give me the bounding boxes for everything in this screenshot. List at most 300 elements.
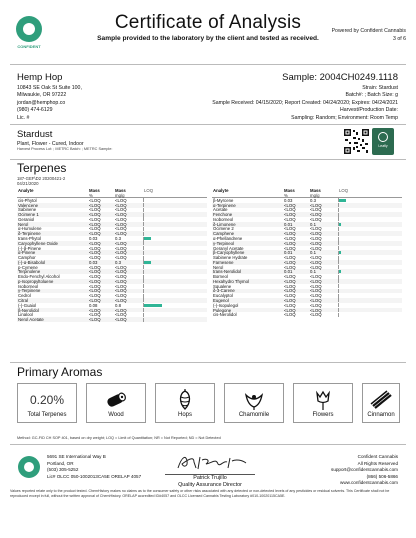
- aroma-box-wood: [86, 383, 146, 423]
- mass-percent: <LOQ: [89, 312, 101, 318]
- signer-block: [140, 475, 280, 489]
- mass-percent: <LOQ: [284, 288, 296, 294]
- mass-percent: <LOQ: [89, 293, 101, 299]
- chamomile-icon: [225, 388, 283, 412]
- mass-mg-per-g: <LOQ: [115, 212, 127, 218]
- mass-mg-per-g: <LOQ: [310, 226, 322, 232]
- level-bar-track: [143, 222, 207, 226]
- analyte-name: α-Terpinene: [213, 202, 236, 208]
- terpenes-table-left: [17, 188, 207, 322]
- analyte-name: Nerol Acetate: [18, 317, 44, 323]
- analyte-name: γ-Terpineol: [213, 240, 235, 246]
- level-bar-track: [143, 270, 207, 274]
- mass-percent: <LOQ: [284, 212, 296, 218]
- unit-label: mg/g: [115, 192, 125, 198]
- unit-label: mg/g: [310, 192, 320, 198]
- mass-mg-per-g: <LOQ: [310, 245, 322, 251]
- support-phone: (866) 506-5866: [366, 473, 398, 479]
- mass-percent: <LOQ: [284, 274, 296, 280]
- mass-mg-per-g: <LOQ: [115, 297, 127, 303]
- mass-percent: <LOQ: [89, 226, 101, 232]
- level-bar-track: [338, 294, 402, 298]
- divider: [10, 159, 406, 160]
- level-bar-track: [143, 251, 207, 255]
- mass-mg-per-g: <LOQ: [115, 226, 127, 232]
- mass-mg-per-g: <LOQ: [310, 288, 322, 294]
- hops-icon: [156, 388, 214, 412]
- analyte-name: β-Caryophyllene: [213, 250, 245, 256]
- mass-mg-per-g: <LOQ: [115, 307, 127, 313]
- mass-percent: <LOQ: [284, 259, 296, 265]
- level-bar-track: [338, 289, 402, 293]
- powered-by[interactable]: Powered by Confident Cannabis: [331, 28, 406, 34]
- mass-mg-per-g: <LOQ: [310, 236, 322, 242]
- mass-mg-per-g: <LOQ: [310, 231, 322, 237]
- level-bar-track: [143, 289, 207, 293]
- analyte-name: trans-Nerolidol: [213, 269, 241, 275]
- mass-mg-per-g: <LOQ: [115, 278, 127, 284]
- analyte-name: β-Myrcene: [213, 197, 234, 203]
- mass-percent: <LOQ: [284, 312, 296, 318]
- page-title: Certificate of Analysis: [114, 12, 302, 33]
- level-bar-track: [338, 232, 402, 236]
- mass-percent: <LOQ: [284, 264, 296, 270]
- mass-percent: <LOQ: [284, 207, 296, 213]
- rights-line: Confident Cannabis: [357, 454, 398, 459]
- mass-mg-per-g: <LOQ: [310, 259, 322, 265]
- mass-mg-per-g: <LOQ: [115, 293, 127, 299]
- mass-mg-per-g: <LOQ: [115, 221, 127, 227]
- mass-percent: <LOQ: [89, 278, 101, 284]
- signer-title: Quality Assurance Director: [178, 482, 242, 488]
- mass-mg-per-g: <LOQ: [310, 293, 322, 299]
- analyte-name: Acetate: [213, 207, 228, 213]
- analyte-name: p-Isopropyltoluene: [18, 278, 54, 284]
- table-row: [212, 312, 402, 317]
- analyte-name: Squalene: [213, 283, 232, 289]
- mass-percent: <LOQ: [89, 297, 101, 303]
- mass-mg-per-g: <LOQ: [115, 245, 127, 251]
- analyte-name: Isoborneol: [18, 283, 39, 289]
- analyte-name: p-Cymene: [18, 264, 38, 270]
- analyte-name: Isoborneol: [213, 216, 234, 222]
- sample-line: Harvest/Production Date:: [340, 107, 398, 114]
- level-bar: [144, 304, 162, 307]
- mass-percent: 0.01: [284, 221, 293, 227]
- analyte-name: Endo-Fenchyl Alcohol: [18, 274, 60, 280]
- mass-percent: <LOQ: [89, 231, 101, 237]
- sample-line: Sample Received: 04/15/2020; Report Created: 04/24/2020; Expires: 04/24/2021: [212, 99, 398, 106]
- table-body: [212, 198, 402, 317]
- disclaimer: Values reported relate only to the product tested. ChemHistory makes no claims as to the consumer safety or other risks associated with any detected or non-detected levels of any pesticides or residual solvents. This Certificate shall not be reproduced except in full, without the written approval of ChemHistory. ORELAP accredited ID#4057 and OLCC Licensed Cannabis Testing Laboratory #010-10020115CA5E.: [10, 489, 390, 498]
- level-bar-track: [338, 308, 402, 312]
- analyte-name: δ-Terpinene: [18, 231, 41, 237]
- mass-mg-per-g: <LOQ: [115, 202, 127, 208]
- sample-id: Sample: 2004CH0249.1118: [282, 72, 398, 83]
- mass-mg-per-g: 0.1: [310, 221, 316, 227]
- level-bar-track: [338, 298, 402, 302]
- mass-mg-per-g: <LOQ: [115, 269, 127, 275]
- total-terpenes-value: [18, 388, 76, 412]
- mass-percent: <LOQ: [284, 236, 296, 242]
- client-info: [17, 85, 82, 122]
- level-bar-track: [338, 265, 402, 269]
- aroma-box-flowers: [293, 383, 353, 423]
- column-header: LOQ: [339, 188, 349, 193]
- level-bar: [339, 251, 341, 254]
- level-bar-track: [143, 246, 207, 250]
- mass-mg-per-g: 0.3: [310, 197, 316, 203]
- level-bar-track: [338, 251, 402, 255]
- mass-mg-per-g: <LOQ: [310, 302, 322, 308]
- terpenes-batch-id: 187-GEF\D2 20200421-2: [17, 176, 66, 181]
- aroma-label: Flowers: [312, 412, 334, 418]
- level-bar-track: [338, 256, 402, 260]
- mass-mg-per-g: <LOQ: [115, 264, 127, 270]
- client-line: Milwaukie, OR 97222: [17, 92, 67, 99]
- mass-mg-per-g: <LOQ: [115, 216, 127, 222]
- analyte-name: γ-Terpinene: [18, 288, 41, 294]
- aroma-label: Chamomile: [238, 412, 270, 418]
- level-bar-track: [143, 279, 207, 283]
- mass-mg-per-g: <LOQ: [310, 255, 322, 261]
- analyte-name: Ocimene 2: [213, 226, 234, 232]
- analyte-name: Sabinene: [18, 207, 37, 213]
- level-bar-track: [338, 213, 402, 217]
- column-header: Mass: [89, 188, 100, 193]
- page-number: 3 of 6: [393, 36, 406, 42]
- mass-mg-per-g: 0.3: [115, 236, 121, 242]
- column-header: Mass: [310, 188, 321, 193]
- lab-address: [47, 454, 141, 480]
- mass-percent: <LOQ: [284, 297, 296, 303]
- mass-mg-per-g: <LOQ: [115, 207, 127, 213]
- divider: [10, 124, 406, 125]
- analyte-name: (-)-Guaiol: [18, 302, 37, 308]
- level-bar-track: [338, 222, 402, 226]
- level-bar-track: [338, 241, 402, 245]
- mass-percent: <LOQ: [284, 278, 296, 284]
- analyte-name: (-)-β-Pinene: [18, 245, 42, 251]
- mass-percent: <LOQ: [89, 264, 101, 270]
- mass-mg-per-g: <LOQ: [310, 297, 322, 303]
- level-bar-track: [338, 279, 402, 283]
- column-header: Mass: [284, 188, 295, 193]
- mass-mg-per-g: <LOQ: [115, 197, 127, 203]
- level-bar-track: [143, 298, 207, 302]
- mass-mg-per-g: <LOQ: [310, 212, 322, 218]
- level-bar-track: [143, 294, 207, 298]
- level-bar-track: [143, 241, 207, 245]
- mass-percent: 0.01: [284, 250, 293, 256]
- analyte-name: Valencene: [18, 202, 38, 208]
- lab-footer-logo-icon: [18, 456, 40, 478]
- level-bar-track: [143, 208, 207, 212]
- client-license: Lic. #: [17, 114, 30, 121]
- aroma-label: Hops: [177, 412, 192, 418]
- level-bar-track: [143, 265, 207, 269]
- mass-percent: 0.03: [284, 197, 293, 203]
- level-bar: [144, 261, 151, 264]
- level-bar-track: [143, 284, 207, 288]
- level-bar-track: [338, 198, 402, 202]
- table-row: [17, 317, 207, 322]
- level-bar-track: [143, 217, 207, 221]
- level-bar-track: [143, 203, 207, 207]
- website-link[interactable]: www.confidentcannabis.com: [340, 480, 398, 486]
- qr-code-icon[interactable]: [343, 128, 370, 155]
- sample-info: [212, 85, 398, 122]
- total-terpenes-label: Total Terpenes: [27, 412, 67, 418]
- level-bar-track: [338, 313, 402, 317]
- mass-mg-per-g: <LOQ: [115, 283, 127, 289]
- section-title: Terpenes: [17, 161, 67, 175]
- mass-percent: <LOQ: [284, 216, 296, 222]
- leafly-icon: [378, 132, 388, 142]
- mass-mg-per-g: <LOQ: [310, 264, 322, 270]
- analyte-name: trans-Phytol: [18, 236, 41, 242]
- mass-mg-per-g: <LOQ: [310, 278, 322, 284]
- analyte-name: Sabinene Hydrate: [213, 255, 248, 261]
- analyte-name: Nerol: [213, 264, 224, 270]
- level-bar: [144, 237, 151, 240]
- level-bar-track: [143, 308, 207, 312]
- table-body: [17, 198, 207, 322]
- level-bar-track: [338, 275, 402, 279]
- level-bar-track: [338, 237, 402, 241]
- mass-percent: <LOQ: [89, 250, 101, 256]
- level-bar-track: [338, 303, 402, 307]
- rights-line: All Rights Reserved: [357, 460, 398, 466]
- mass-percent: <LOQ: [89, 255, 101, 261]
- page-subtitle: Sample provided to the laboratory by the client and tested as received.: [97, 35, 319, 42]
- mass-mg-per-g: <LOQ: [115, 288, 127, 294]
- mass-mg-per-g: <LOQ: [115, 231, 127, 237]
- mass-percent: <LOQ: [284, 240, 296, 246]
- mass-percent: <LOQ: [284, 245, 296, 251]
- lab-line: 5691 SE International Way B: [47, 454, 106, 459]
- analyte-name: cis-Nerolidol: [213, 312, 237, 318]
- leafly-badge-label: Leafly: [378, 144, 388, 148]
- level-bar-track: [338, 203, 402, 207]
- mass-percent: <LOQ: [89, 283, 101, 289]
- mass-percent: <LOQ: [89, 288, 101, 294]
- support-email[interactable]: support@confidentcannabis.com: [331, 467, 398, 473]
- analyte-name: Caryophyllene Oxide: [18, 240, 58, 246]
- analyte-name: Ocimene 1: [18, 212, 39, 218]
- client-name: Hemp Hop: [17, 72, 63, 83]
- analyte-name: α-Phellandrene: [213, 236, 243, 242]
- mass-mg-per-g: <LOQ: [310, 207, 322, 213]
- mass-mg-per-g: <LOQ: [310, 312, 322, 318]
- aroma-box-hops: [155, 383, 215, 423]
- level-bar-track: [143, 213, 207, 217]
- analyte-name: Borneol: [213, 274, 228, 280]
- terpenes-date: 04/21/2020: [17, 181, 39, 186]
- column-header: LOQ: [144, 188, 154, 193]
- aroma-label: Cinnamon: [367, 412, 395, 418]
- analyte-name: Nerol: [18, 221, 29, 227]
- analyte-name: α-Pinene: [18, 250, 36, 256]
- mass-mg-per-g: 0.1: [310, 250, 316, 256]
- analyte-name: Cedrol: [18, 293, 31, 299]
- mass-mg-per-g: <LOQ: [115, 274, 127, 280]
- section-title: Primary Aromas: [17, 365, 103, 379]
- mass-mg-per-g: <LOQ: [310, 216, 322, 222]
- mass-mg-per-g: 0.8: [115, 302, 121, 308]
- mass-percent: <LOQ: [284, 202, 296, 208]
- sample-line: Sampling: Random; Environment: Room Temp: [291, 114, 398, 121]
- analyte-name: Fenchone: [213, 212, 233, 218]
- level-bar-track: [338, 260, 402, 264]
- analyte-name: Hexahydro Thymol: [213, 278, 249, 284]
- mass-mg-per-g: <LOQ: [310, 202, 322, 208]
- level-bar-track: [143, 260, 207, 264]
- mass-mg-per-g: <LOQ: [115, 250, 127, 256]
- level-bar-track: [338, 246, 402, 250]
- level-bar-track: [338, 227, 402, 231]
- mass-percent: <LOQ: [284, 302, 296, 308]
- lab-line: Portland, OR: [47, 460, 74, 466]
- sample-line: Strain: Stardust: [362, 85, 398, 91]
- divider: [10, 444, 406, 445]
- analyte-name: (-)-α-Bisabolol: [18, 259, 46, 265]
- level-bar-track: [143, 232, 207, 236]
- aroma-box-chamomile: [224, 383, 284, 423]
- unit-label: %: [284, 192, 288, 198]
- level-bar: [339, 223, 341, 226]
- client-phone: (980) 474-6129: [17, 107, 53, 114]
- cinnamon-icon: [363, 388, 399, 412]
- mass-percent: <LOQ: [89, 216, 101, 222]
- mass-percent: <LOQ: [89, 274, 101, 280]
- level-bar-track: [338, 217, 402, 221]
- mass-percent: <LOQ: [89, 197, 101, 203]
- mass-percent: <LOQ: [89, 221, 101, 227]
- lab-line: (503) 305-5252: [47, 467, 79, 473]
- mass-percent: 0.08: [89, 302, 98, 308]
- level-bar-track: [143, 256, 207, 260]
- mass-mg-per-g: <LOQ: [310, 240, 322, 246]
- analyte-name: δ-Limonene: [213, 221, 236, 227]
- leafly-badge[interactable]: [372, 128, 394, 155]
- analyte-name: Citral: [18, 297, 29, 303]
- signer-name: Patrick Trujillo: [193, 475, 227, 481]
- signature: [172, 452, 252, 472]
- level-bar-track: [143, 303, 207, 307]
- analyte-name: Camphene: [213, 231, 235, 237]
- mass-percent: 0.03: [89, 259, 98, 265]
- level-bar-track: [143, 275, 207, 279]
- mass-percent: <LOQ: [284, 255, 296, 261]
- mass-percent: <LOQ: [89, 269, 101, 275]
- aroma-label: Wood: [108, 412, 124, 418]
- mass-mg-per-g: <LOQ: [310, 283, 322, 289]
- analyte-name: β-Nerolidol: [18, 307, 39, 313]
- analyte-name: Pulegone: [213, 307, 232, 313]
- level-bar-track: [338, 208, 402, 212]
- divider: [10, 64, 406, 65]
- analyte-name: Eucalyptol: [213, 293, 233, 299]
- level-bar-track: [143, 237, 207, 241]
- sample-line: Batch#: ; Batch Size: g: [345, 92, 398, 99]
- mass-percent: <LOQ: [89, 202, 101, 208]
- level-bar-track: [338, 284, 402, 288]
- mass-mg-per-g: 0.3: [115, 259, 121, 265]
- analyte-name: Farnesene: [213, 259, 234, 265]
- level-bar-track: [338, 270, 402, 274]
- mass-percent: 0.01: [284, 269, 293, 275]
- column-header: Analyte: [213, 188, 229, 193]
- analyte-name: Linalool: [18, 312, 33, 318]
- divider: [10, 362, 406, 363]
- mass-mg-per-g: <LOQ: [310, 274, 322, 280]
- flower-icon: [294, 388, 352, 412]
- lab-line: Lic# OLCC 050-1002013CA5E ORELAP 4057: [47, 473, 142, 479]
- rights-block: [331, 454, 398, 487]
- mass-percent: <LOQ: [89, 317, 101, 323]
- logo-text: CONFIDENT: [17, 44, 41, 49]
- level-bar-track: [143, 227, 207, 231]
- mass-percent: <LOQ: [284, 283, 296, 289]
- wood-icon: [87, 388, 145, 412]
- level-bar-track: [143, 318, 207, 322]
- analyte-name: Eugenol: [213, 297, 229, 303]
- mass-mg-per-g: 0.1: [310, 269, 316, 275]
- analyte-name: (-)-Isopulegol: [213, 302, 239, 308]
- analyte-name: α-Humulene: [18, 226, 42, 232]
- analyte-name: Geraniol: [18, 216, 35, 222]
- aroma-box-cinnamon: [362, 383, 400, 423]
- mass-percent: <LOQ: [284, 293, 296, 299]
- client-email[interactable]: jordan@hemphop.co: [17, 99, 66, 106]
- level-bar: [339, 270, 341, 273]
- analyte-name: Geranyl Acetate: [213, 245, 244, 251]
- mass-percent: <LOQ: [89, 240, 101, 246]
- mass-percent: <LOQ: [89, 207, 101, 213]
- level-bar-track: [143, 313, 207, 317]
- analyte-name: cis-Phytol: [18, 197, 37, 203]
- column-header: Mass: [115, 188, 126, 193]
- mass-mg-per-g: <LOQ: [115, 240, 127, 246]
- method-note: Method: GC-FID CH SOP 401, based on dry weight; LOQ = Limit of Quantitation; NR = Not Reported; ND = Not Detected: [17, 436, 221, 440]
- mass-percent: <LOQ: [89, 307, 101, 313]
- client-line: 10843 SE Oak St Suite 100,: [17, 85, 82, 91]
- strain-type: Plant, Flower - Cured, Indoor: [17, 141, 84, 147]
- mass-percent: <LOQ: [284, 307, 296, 313]
- total-terpenes-box: [17, 383, 77, 423]
- strain-name: Stardust: [17, 129, 53, 140]
- mass-mg-per-g: <LOQ: [115, 312, 127, 318]
- analyte-name: δ-3-Carene: [213, 288, 235, 294]
- analyte-name: Camphor: [18, 255, 36, 261]
- total-terpenes-value-text: 0.20%: [29, 393, 65, 407]
- unit-label: %: [89, 192, 93, 198]
- analyte-name: Terpinolene: [18, 269, 41, 275]
- mass-percent: <LOQ: [284, 231, 296, 237]
- mass-mg-per-g: <LOQ: [310, 307, 322, 313]
- column-header: Analyte: [18, 188, 34, 193]
- mass-percent: <LOQ: [89, 212, 101, 218]
- mass-percent: <LOQ: [89, 245, 101, 251]
- mass-mg-per-g: <LOQ: [115, 255, 127, 261]
- level-bar: [339, 199, 346, 202]
- terpenes-table-right: [212, 188, 402, 317]
- mass-percent: 0.03: [89, 236, 98, 242]
- mass-percent: <LOQ: [284, 226, 296, 232]
- strain-ids: Harvest Process Lot: ; METRC Batch: ; METRC Sample:: [17, 147, 113, 151]
- mass-mg-per-g: <LOQ: [115, 317, 127, 323]
